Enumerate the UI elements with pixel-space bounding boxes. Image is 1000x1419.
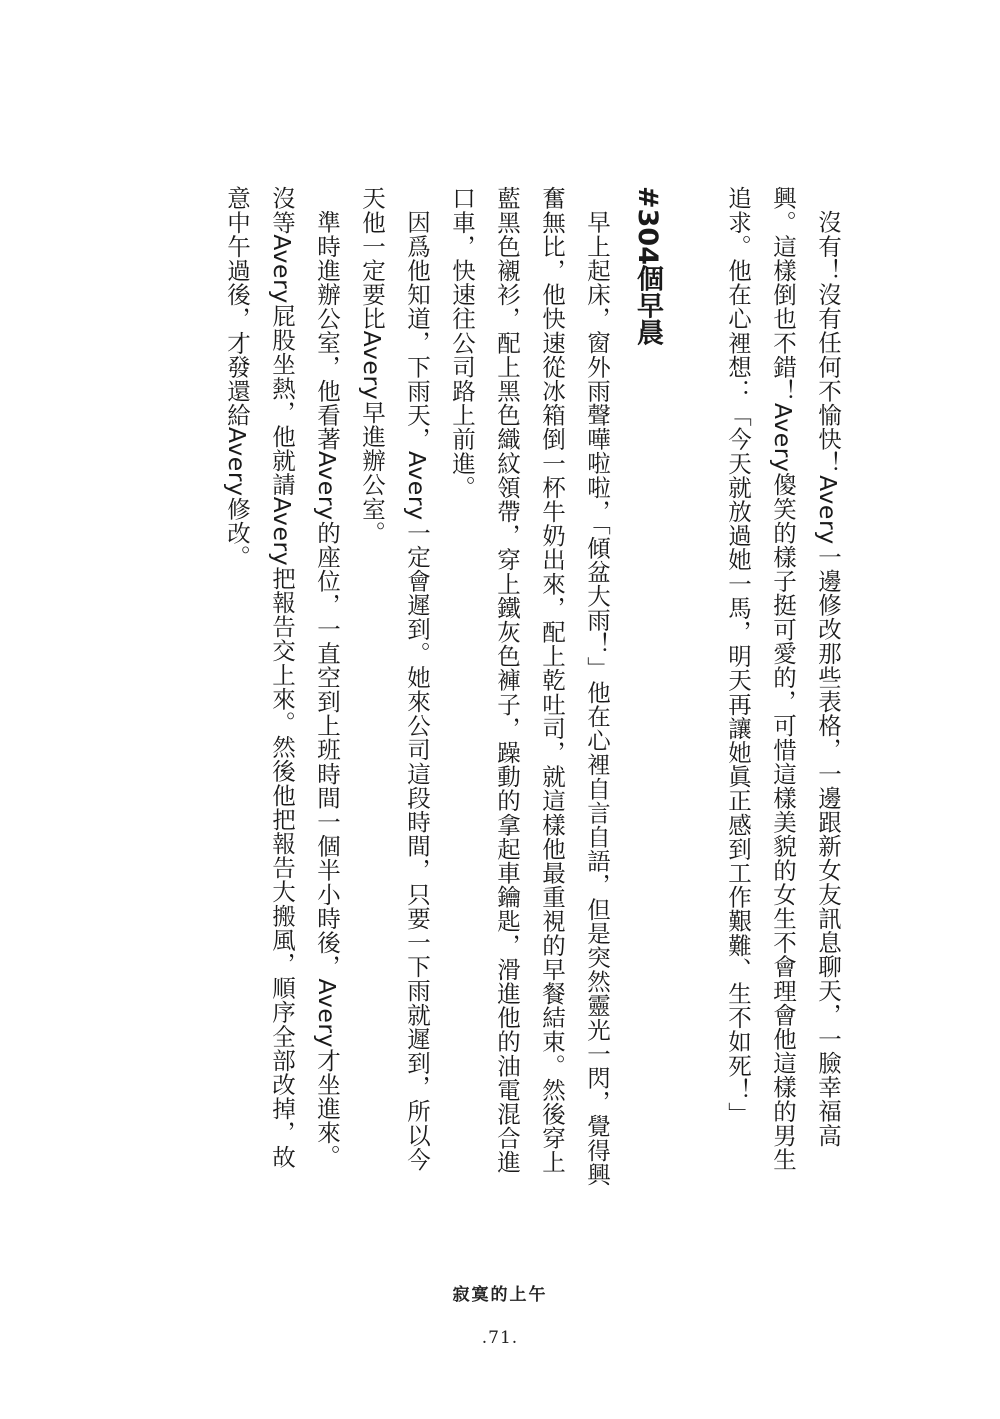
body-paragraph: 準時進辦公室，他看著Avery的座位，一直空到上班時間一個半小時後，Avery才坐進來。沒等Avery屁股坐熱，他就請Avery把報告交上來。然後他把報告大搬風，順序全部改掉，故意中午過後，才發還給Avery修改。 [223, 186, 341, 1169]
page-number: .71. [481, 1328, 519, 1348]
running-title: 寂寞的上午 [452, 1285, 548, 1305]
paragraph-spacer [670, 186, 715, 1186]
body-paragraph: 早上起床，窗外雨聲嘩啦啦，「傾盆大雨！」他在心裡自言自語，但是突然靈光一閃，覺得興奮無比，他快速從冰箱倒一杯牛奶出來，配上乾吐司，就這樣他最重視的早餐結束。然後穿上藍黑色襯衫，配上黑色織紋領帶，穿上鐵灰色褲子，躁動的拿起車鑰匙，滑進他的油電混合進口車，快速往公司路上前進。 [448, 186, 611, 1186]
section-heading: #304個早晨 [632, 186, 663, 346]
body-paragraph: 因爲他知道，下雨天，Avery一定會遲到。她來公司這段時間，只要一下雨就遲到，所以今天他一定要比Avery早進辦公室。 [358, 186, 431, 1171]
vertical-text-body [150, 186, 850, 1186]
body-paragraph: 沒有！沒有任何不愉快！Avery一邊修改那些表格，一邊跟新女友訊息聊天，一臉幸福高興。這樣倒也不錯！Avery傻笑的樣子挺可愛的，可惜這樣美貌的女生不會理會他這樣的男生追求。他在心裡想：「今天就放過她一馬，明天再讓她眞正感到工作艱難、生不如死！」 [724, 186, 842, 1172]
